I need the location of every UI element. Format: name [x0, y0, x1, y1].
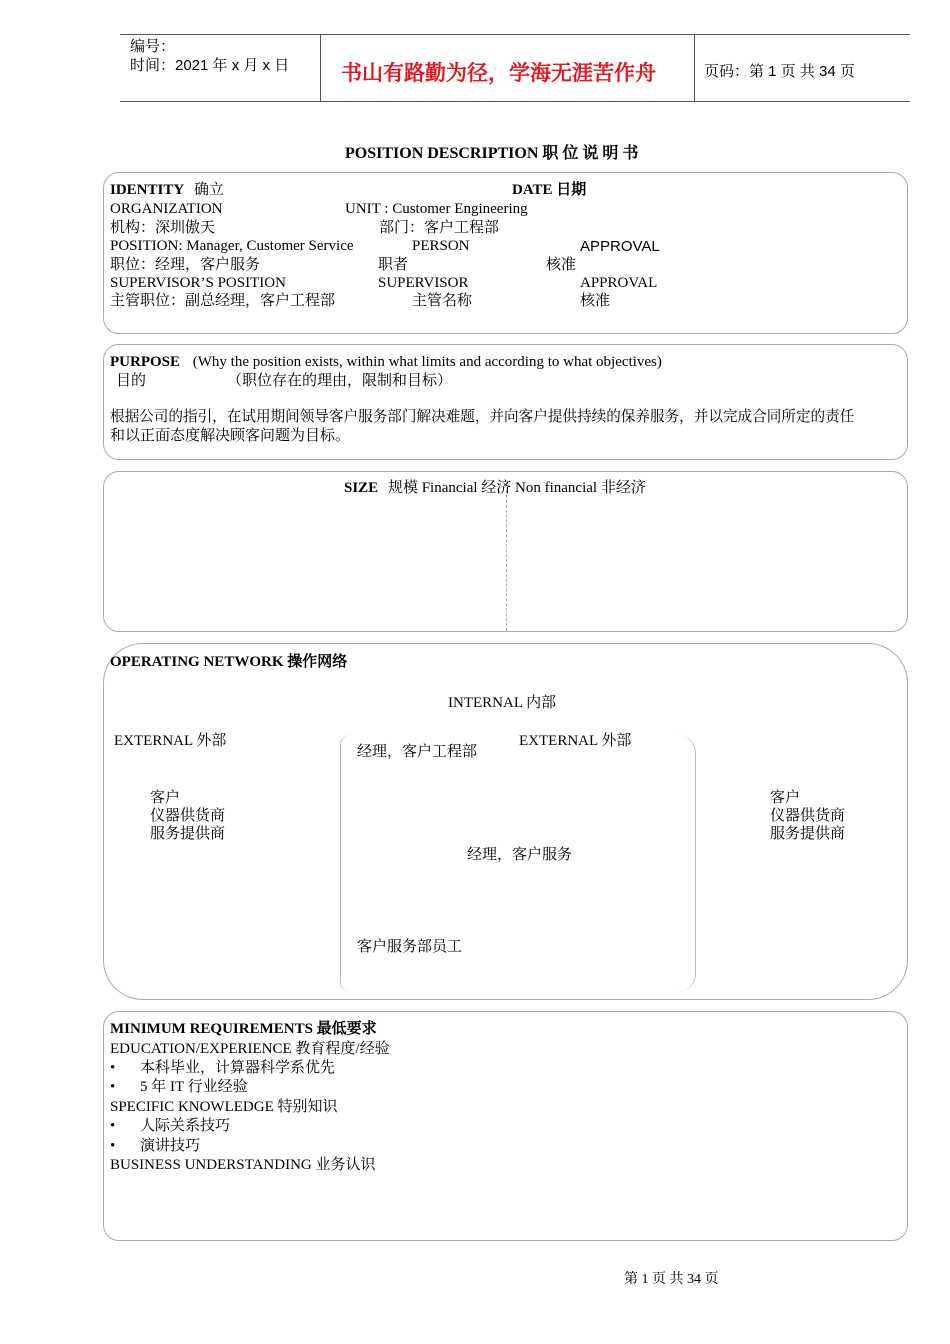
center-mid-role: 经理，客户服务 — [467, 847, 573, 863]
header-top-rule — [120, 34, 910, 35]
header-time-label: 时间：2021 年 x 月 x 日 — [130, 57, 290, 74]
right-item: 仪器供货商 — [770, 808, 846, 824]
size-divider — [506, 490, 507, 631]
internal-label: INTERNAL 内部 — [448, 695, 557, 711]
approval-label: APPROVAL — [580, 238, 660, 255]
organization-label: ORGANIZATION — [110, 201, 223, 217]
position-label: POSITION: Manager, Customer Service — [110, 238, 354, 254]
supervisor-label: SUPERVISOR — [378, 275, 469, 291]
education-item: • 本科毕业，计算器科学系优先 — [140, 1059, 335, 1078]
purpose-heading: PURPOSE — [110, 354, 181, 370]
header-bottom-rule — [120, 101, 910, 102]
knowledge-label: SPECIFIC KNOWLEDGE 特别知识 — [110, 1099, 338, 1115]
identity-heading-cn: 确立 — [193, 182, 224, 198]
supervisor-position-cn: 主管职位：副总经理，客户工程部 — [110, 293, 336, 309]
date-label: DATE 日期 — [512, 182, 587, 198]
purpose-subtitle: (Why the position exists, within what limits and according to what objectives) — [192, 354, 662, 370]
purpose-body-line2: 和以正面态度解决顾客问题为目标。 — [110, 428, 351, 444]
position-cn: 职位：经理，客户服务 — [110, 257, 261, 273]
center-bottom-role: 客户服务部员工 — [357, 939, 463, 955]
unit-cn: 部门：客户工程部 — [379, 220, 500, 236]
person-cn: 职者 — [378, 257, 409, 273]
center-top-role: 经理，客户工程部 — [357, 744, 478, 760]
external-left-label: EXTERNAL 外部 — [114, 733, 227, 749]
supervisor-approval-label: APPROVAL — [580, 275, 658, 291]
purpose-body-line1: 根据公司的指引，在试用期间领导客户服务部门解决难题，并向客户提供持续的保养服务，并以完成合同所定的责任 — [110, 409, 855, 425]
footer-page-number: 第 1 页 共 34 页 — [624, 1272, 719, 1287]
education-item: • 5 年 IT 行业经验 — [140, 1078, 248, 1097]
organization-cn: 机构：深圳傲天 — [110, 220, 216, 236]
size-text: 规模 Financial 经济 Non financial 非经济 — [387, 480, 646, 496]
purpose-subtitle-cn: （职位存在的理由，限制和目标） — [227, 373, 453, 389]
header-divider — [320, 34, 321, 102]
right-item: 服务提供商 — [770, 826, 846, 842]
external-right-label: EXTERNAL 外部 — [519, 733, 632, 749]
header-motto: 书山有路勤为径，学海无涯苦作舟 — [341, 61, 656, 85]
supervisor-position-label: SUPERVISOR’S POSITION — [110, 275, 286, 291]
header-number-label: 编号： — [130, 38, 176, 55]
education-label: EDUCATION/EXPERIENCE 教育程度/经验 — [110, 1041, 390, 1057]
header-page-info: 页码：第 1 页 共 34 页 — [704, 63, 855, 80]
left-item: 客户 — [150, 790, 181, 806]
identity-heading-row — [110, 181, 224, 200]
header-divider — [694, 34, 695, 102]
purpose-heading-cn: 目的 — [116, 373, 147, 389]
page-title: POSITION DESCRIPTION 职 位 说 明 书 — [345, 145, 639, 162]
size-heading: SIZE — [344, 480, 379, 496]
size-heading-row — [344, 479, 646, 498]
left-item: 仪器供货商 — [150, 808, 226, 824]
left-item: 服务提供商 — [150, 826, 226, 842]
knowledge-item: • 演讲技巧 — [140, 1137, 200, 1156]
supervisor-cn: 主管名称 — [412, 293, 473, 309]
network-heading: OPERATING NETWORK 操作网络 — [110, 654, 348, 670]
unit-label: UNIT : Customer Engineering — [345, 201, 528, 217]
approval-cn: 核准 — [546, 257, 577, 273]
requirements-heading: MINIMUM REQUIREMENTS 最低要求 — [110, 1021, 377, 1037]
right-item: 客户 — [770, 790, 801, 806]
business-label: BUSINESS UNDERSTANDING 业务认识 — [110, 1157, 376, 1173]
supervisor-approval-cn: 核准 — [580, 293, 611, 309]
purpose-heading-row — [110, 353, 662, 372]
knowledge-item: • 人际关系技巧 — [140, 1117, 230, 1136]
person-label: PERSON — [412, 238, 470, 254]
identity-heading: IDENTITY — [110, 182, 185, 198]
